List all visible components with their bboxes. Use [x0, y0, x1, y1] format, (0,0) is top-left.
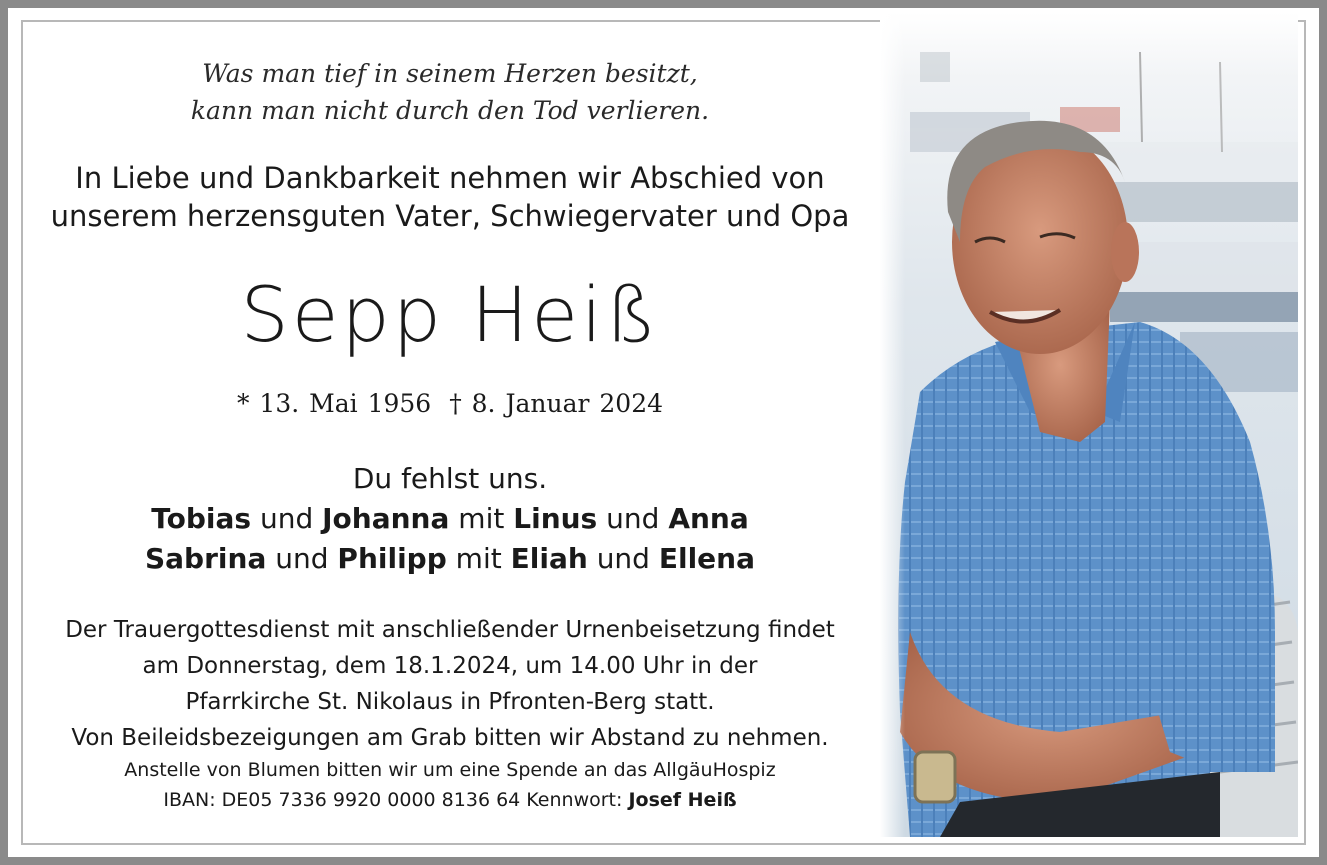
life-dates [22, 387, 878, 421]
family-row-1 [22, 499, 878, 539]
family-name: Ellena [658, 542, 755, 575]
family-name: Linus [513, 502, 598, 535]
family-name: Johanna [322, 502, 450, 535]
iban-text: IBAN: DE05 7336 9920 0000 8136 64 Kennwort: [163, 789, 623, 811]
quote-line-1: Was man tief in seinem Herzen besitzt, [202, 59, 698, 88]
portrait-illustration [880, 12, 1298, 837]
birth-date: * 13. Mai 1956 [236, 389, 432, 418]
donation-info [22, 755, 878, 815]
family-conjunction: und [275, 542, 329, 575]
service-line-4: Von Beileidsbezeigungen am Grab bitten wir Abstand zu nehmen. [71, 725, 829, 751]
family-name: Anna [668, 502, 749, 535]
iban-line [22, 785, 878, 815]
quote-line-2: kann man nicht durch den Tod verlieren. [190, 96, 710, 125]
service-info [22, 612, 878, 756]
donation-keyword: Josef Heiß [628, 789, 737, 811]
family-name: Philipp [337, 542, 447, 575]
service-line-1: Der Trauergottesdienst mit anschließender Urnenbeisetzung findet [65, 617, 835, 643]
service-line-3: Pfarrkirche St. Nikolaus in Pfronten-Berg statt. [185, 689, 715, 715]
family-conjunction: und [259, 502, 314, 535]
family-conjunction: und [606, 502, 660, 535]
family-name: Eliah [510, 542, 588, 575]
family-conjunction: und [596, 542, 650, 575]
donation-line: Anstelle von Blumen bitten wir um eine Spende an das AllgäuHospiz [124, 759, 776, 781]
intro-line-2: unserem herzensguten Vater, Schwiegervater und Opa [50, 199, 850, 233]
family-row-2 [22, 539, 878, 579]
obituary-text-column [22, 22, 878, 842]
quote [22, 55, 878, 129]
family-conjunction: mit [455, 542, 502, 575]
family-list [22, 499, 878, 579]
intro-line-1: In Liebe und Dankbarkeit nehmen wir Abschied von [75, 161, 825, 195]
intro-text [22, 159, 878, 235]
death-date: † 8. Januar 2024 [449, 389, 664, 418]
farewell-line: Du fehlst uns. [352, 462, 548, 495]
family-conjunction: mit [458, 502, 505, 535]
family-name: Sabrina [145, 542, 267, 575]
family-name: Tobias [151, 502, 252, 535]
portrait-photo [880, 12, 1298, 837]
deceased-name: Sepp Heiß [240, 270, 660, 359]
service-line-2: am Donnerstag, dem 18.1.2024, um 14.00 Uhr in der [142, 653, 758, 679]
